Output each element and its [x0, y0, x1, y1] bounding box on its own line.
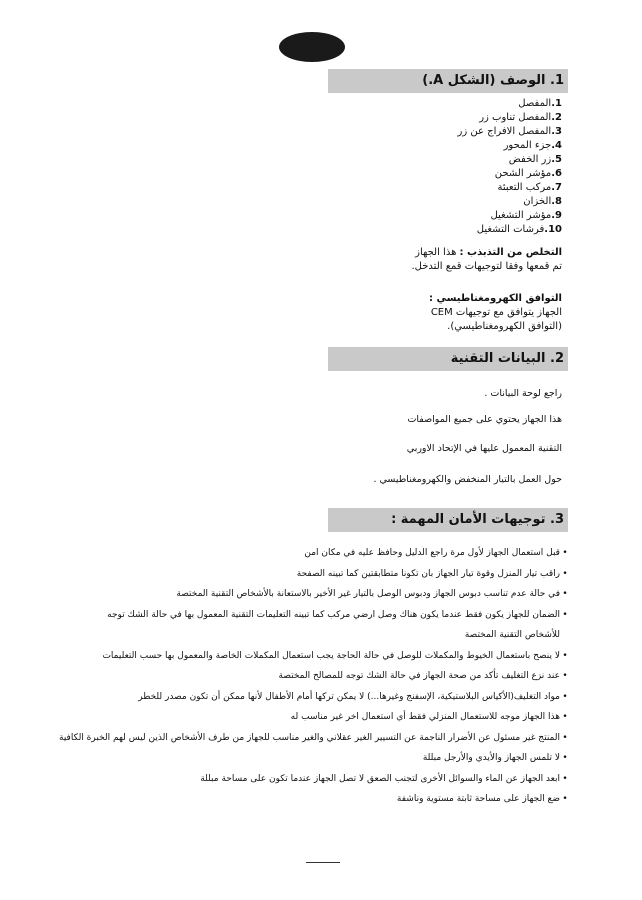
list-item: 7.مركب التعبئة: [497, 182, 562, 193]
bullet-icon: •: [562, 589, 568, 599]
list-item: •في حالة عدم تناسب دبوس الجهاز ودبوس الوصل بالتيار غير الأخير بالاستعانة بالأشخاص التقنية المختصة: [30, 584, 570, 605]
list-item: للأشخاص التقنية المختصة: [464, 630, 560, 640]
bullet-icon: •: [562, 712, 568, 722]
list-item: 5.زر الخفض: [508, 154, 562, 165]
technical-line-4: حول العمل بالتيار المنخفض والكهرومغناطيسي .: [373, 474, 562, 485]
list-item: 2.المفصل تناوب زر: [479, 112, 562, 123]
list-item: •لا تلمس الجهاز والأيدي والأرجل مبللة: [30, 748, 570, 769]
list-item: •مواد التغليف(الأكياس البلاستيكية، الإسفنج وغيرها...) لا يمكن تركها أمام الأطفال لأنها ممكن أن تكون مصدر للخطر: [30, 687, 570, 708]
language-tab: [279, 32, 345, 62]
list-item: 10.فرشات التشغيل: [476, 224, 562, 235]
emc-paragraph: [429, 292, 562, 334]
disposal-line2: تم قمعها وفقا لتوجيهات قمع التدخل.: [411, 261, 562, 272]
disposal-line1: هذا الجهاز: [415, 247, 457, 258]
bullet-icon: •: [562, 671, 568, 681]
section-1-heading: 1. الوصف (الشكل A.): [328, 69, 568, 93]
section-2-heading: 2. البيانات التقنية: [328, 347, 568, 371]
emc-line1: الجهاز يتوافق مع توجيهات CEM: [430, 307, 562, 318]
list-item: •لا ينصح باستعمال الخيوط والمكملات للوصل في حالة الحاجة يجب استعمال المكملات الخاصة والمعمول بها حسب التعليمات: [30, 646, 570, 667]
bullet-icon: •: [562, 609, 568, 620]
bullet-icon: •: [562, 650, 568, 661]
technical-line-2: هذا الجهاز يحتوي على جميع المواصفات: [407, 414, 562, 425]
bullet-icon: •: [562, 732, 568, 743]
list-item: 6.مؤشر الشحن: [494, 168, 562, 179]
list-item: 1.المفصل: [518, 98, 562, 109]
list-item: 4.جزء المحور: [503, 140, 562, 151]
list-item: 9.مؤشر التشغيل: [490, 210, 562, 221]
technical-line-1: راجع لوحة البيانات .: [484, 388, 562, 399]
section-3-heading: 3. توجيهات الأمان المهمة :: [328, 508, 568, 532]
list-item: 8.الخزان: [523, 196, 562, 207]
list-item: •هذا الجهاز موجه للاستعمال المنزلي فقط أي استعمال اخر غير مناسب له: [30, 707, 570, 728]
bullet-icon: •: [562, 773, 568, 784]
technical-line-3: التقنية المعمول عليها في الإتحاد الاوربي: [406, 443, 562, 454]
parts-list: [458, 97, 562, 237]
list-item: •المنتج غير مسئول عن الأضرار الناجمة عن التسيير الغير عقلاني والغير مناسب للجهاز من طرف الأشخاص الذين ليس لهم الخبرة الكافية: [30, 728, 570, 749]
list-item: •راقب تيار المنزل وقوة تيار الجهاز بان تكونا متطابقتين كما تبينه الصفحة: [30, 564, 570, 585]
list-item: •ضع الجهاز على مساحة ثابتة مستوية وناشفة: [30, 789, 570, 810]
emc-title: التوافق الكهرومغناطيسي :: [429, 293, 562, 304]
emc-line2: (التوافق الكهرومغناطيسي).: [447, 321, 562, 332]
list-item: •الضمان للجهاز يكون فقط عندما يكون هناك وصل ارضي مركب كما تبينه التعليمات التقنية المعمول بها في حالة الشك توجه: [30, 605, 570, 626]
list-item: •قبل استعمال الجهاز لأول مرة راجع الدليل وحافظ عليه في مكان امن: [30, 543, 570, 564]
page-footer-rule: [306, 862, 340, 863]
disposal-title: التخلص من التذبذب :: [459, 247, 562, 258]
list-item: 3.المفصل الافراج عن زر: [457, 126, 562, 137]
safety-list: [30, 543, 570, 810]
bullet-icon: •: [562, 753, 568, 763]
list-item: •ابعد الجهاز عن الماء والسوائل الأخرى لتجنب الصعق لا تصل الجهاز عندما تكون على مساحة مبللة: [30, 769, 570, 790]
bullet-icon: •: [562, 794, 568, 804]
disposal-paragraph: [412, 246, 563, 274]
bullet-icon: •: [562, 691, 568, 702]
bullet-icon: •: [562, 568, 568, 579]
bullet-icon: •: [562, 548, 568, 558]
list-item: •عند نزع التغليف تأكد من صحة الجهاز في حالة الشك توجه للمصالح المختصة: [30, 666, 570, 687]
